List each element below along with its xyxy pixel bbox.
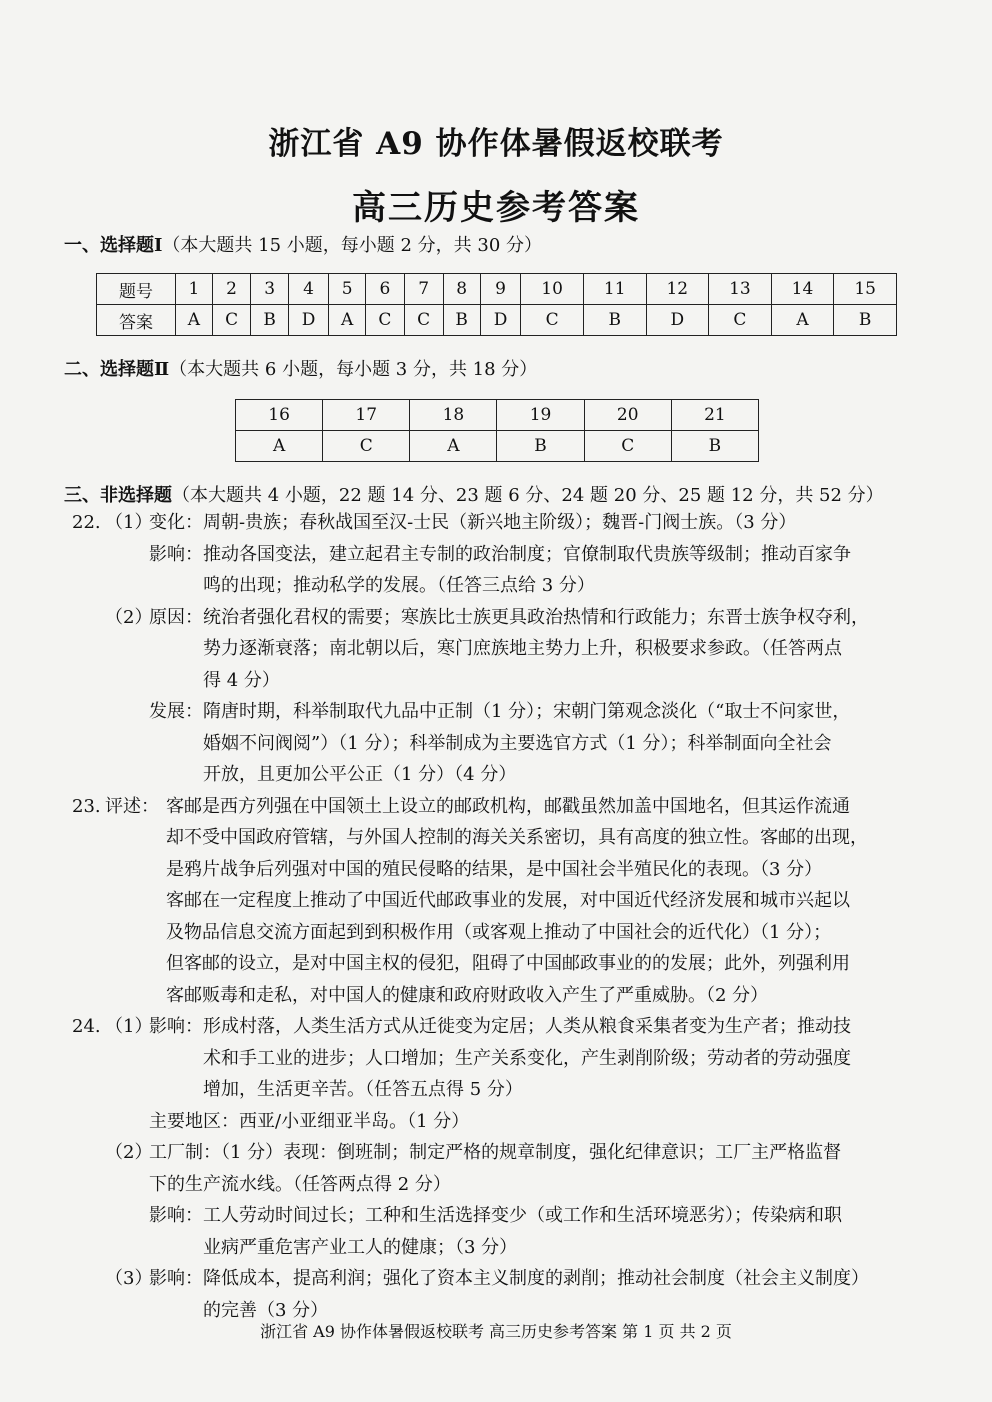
answer-text: 隋唐时期，科举制取代九品中正制（1 分）；宋朝门第观念淡化（“取士不问家世， xyxy=(203,701,851,722)
answers-body xyxy=(72,507,952,1326)
question-number-cell: 15 xyxy=(834,274,897,305)
q24-line xyxy=(72,1106,952,1138)
question-number-cell: 12 xyxy=(646,274,709,305)
page-footer: 浙江省 A9 协作体暑假返校联考 高三历史参考答案 第 1 页 共 2 页 xyxy=(260,1322,732,1341)
section-1-title: 一、选择题Ⅰ xyxy=(64,235,163,256)
question-number-cell: 20 xyxy=(584,400,671,431)
answer-cell: C xyxy=(366,305,405,336)
section-2-note: （本大题共 6 小题，每小题 3 分，共 18 分） xyxy=(169,359,538,380)
section-3-heading xyxy=(64,481,884,507)
answer-cell: A xyxy=(771,305,834,336)
answer-cell: D xyxy=(288,305,328,336)
answer-text: 客邮贩毒和走私，对中国人的健康和政府财政收入产生了严重威胁。（2 分） xyxy=(166,984,769,1006)
answer-text: 开放，且更加公平公正（1 分）（4 分） xyxy=(203,764,517,785)
answer-cell: B xyxy=(583,305,646,336)
section-3-title: 三、非选择题 xyxy=(64,485,172,506)
q23-line xyxy=(72,948,952,980)
question-number-cell: 17 xyxy=(323,400,410,431)
question-number-cell: 18 xyxy=(410,400,497,431)
section-1-answer-table xyxy=(96,273,897,336)
q22-line xyxy=(72,602,952,634)
q22-line xyxy=(72,665,952,697)
question-number-cell: 21 xyxy=(671,400,758,431)
answer-cell: D xyxy=(480,305,520,336)
answer-cell: C xyxy=(404,305,443,336)
q23-line xyxy=(72,822,952,854)
part-tag: （3） xyxy=(105,1268,153,1289)
answer-text: 但客邮的设立，是对中国主权的侵犯，阻碍了中国邮政事业的的发展；此外，列强利用 xyxy=(166,953,850,974)
answer-cell: C xyxy=(521,305,584,336)
answer-text: 周朝-贵族；春秋战国至汉-士民（新兴地主阶级）；魏晋-门阀士族。（3 分） xyxy=(203,512,797,533)
q22-line xyxy=(72,728,952,760)
label-impact: 影响： xyxy=(149,1268,203,1289)
q24-line xyxy=(72,1169,952,1201)
q22-line xyxy=(72,633,952,665)
answer-text: 推动各国变法，建立起君主专制的政治制度；官僚制取代贵族等级制；推动百家争 xyxy=(203,543,851,565)
question-number-cell: 3 xyxy=(251,274,288,305)
part-tag: （1） xyxy=(105,1016,153,1037)
q24-line xyxy=(72,1232,952,1264)
answer-text: 客邮是西方列强在中国领土上设立的邮政机构，邮戳虽然加盖中国地名，但其运作流通 xyxy=(166,795,850,817)
q22-line xyxy=(72,507,952,539)
part-tag: （1） xyxy=(105,512,153,533)
answer-cell: B xyxy=(443,305,480,336)
answer-cell: B xyxy=(834,305,897,336)
exam-title: 浙江省 A9 协作体暑假返校联考 xyxy=(268,126,724,162)
answer-text: 客邮在一定程度上推动了中国近代邮政事业的发展，对中国近代经济发展和城市兴起以 xyxy=(166,890,850,911)
question-number: 22. xyxy=(72,512,101,533)
question-number-cell: 11 xyxy=(583,274,646,305)
q24-line xyxy=(72,1200,952,1232)
section-2-heading xyxy=(64,355,537,381)
answer-cell: C xyxy=(323,431,410,462)
answer-cell: C xyxy=(212,305,251,336)
row-label-answer: 答案 xyxy=(97,305,176,336)
answer-cell: A xyxy=(329,305,366,336)
question-number: 24. xyxy=(72,1016,101,1037)
label-impact: 影响： xyxy=(149,1016,203,1037)
q24-line xyxy=(72,1011,952,1043)
section-1-note: （本大题共 15 小题，每小题 2 分，共 30 分） xyxy=(162,235,543,256)
answer-text: 工厂制：（1 分）表现：倒班制；制定严格的规章制度，强化纪律意识；工厂主严格监督 xyxy=(149,1142,842,1163)
label-impact: 影响： xyxy=(149,1205,203,1226)
table-row-answers xyxy=(97,305,897,336)
question-number-cell: 7 xyxy=(404,274,443,305)
exam-subtitle: 高三历史参考答案 xyxy=(352,188,640,228)
answer-text: 下的生产流水线。（任答两点得 2 分） xyxy=(149,1173,451,1195)
answer-text: 统治者强化君权的需要；寒族比士族更具政治热情和行政能力；东晋士族争权夺利， xyxy=(203,606,869,628)
answer-cell: A xyxy=(410,431,497,462)
q22-line xyxy=(72,696,952,728)
q23-line xyxy=(72,854,952,886)
answer-text: 主要地区：西亚/小亚细亚半岛。（1 分） xyxy=(149,1110,470,1132)
answer-text: 术和手工业的进步；人口增加；生产关系变化，产生剥削阶级；劳动者的劳动强度 xyxy=(203,1047,851,1069)
answer-cell: C xyxy=(584,431,671,462)
answer-cell: B xyxy=(497,431,584,462)
q24-line xyxy=(72,1263,952,1295)
table-row-answers xyxy=(236,431,759,462)
question-number-cell: 8 xyxy=(443,274,480,305)
section-1-heading xyxy=(64,231,542,257)
label-change: 变化： xyxy=(149,512,203,533)
part-tag: （2） xyxy=(105,606,153,628)
row-label-number: 题号 xyxy=(97,274,176,305)
table-row-numbers xyxy=(236,400,759,431)
question-number-cell: 4 xyxy=(288,274,328,305)
answer-cell: C xyxy=(709,305,772,336)
answer-text: 降低成本，提高利润；强化了资本主义制度的剥削；推动社会制度（社会主义制度） xyxy=(203,1268,869,1289)
question-number-cell: 5 xyxy=(329,274,366,305)
label-reason: 原因： xyxy=(149,606,203,628)
answer-cell: A xyxy=(176,305,213,336)
question-number-cell: 2 xyxy=(212,274,251,305)
question-number-cell: 6 xyxy=(366,274,405,305)
part-tag: （2） xyxy=(105,1142,153,1163)
answer-text: 得 4 分） xyxy=(203,669,280,691)
section-2-answer-table xyxy=(235,399,759,462)
answer-text: 婚姻不问阀阅”）（1 分）；科举制成为主要选官方式（1 分）；科举制面向全社会 xyxy=(203,732,832,754)
question-number-cell: 19 xyxy=(497,400,584,431)
answer-text: 增加，生活更辛苦。（任答五点得 5 分） xyxy=(203,1079,523,1100)
label-impact: 影响： xyxy=(149,543,203,565)
q22-line xyxy=(72,759,952,791)
q23-line xyxy=(72,980,952,1012)
answer-cell: B xyxy=(671,431,758,462)
label-comment: 评述： xyxy=(105,795,159,817)
q23-line xyxy=(72,791,952,823)
answer-text: 却不受中国政府管辖，与外国人控制的海关关系密切，具有高度的独立性。客邮的出现， xyxy=(166,827,868,848)
answer-cell: D xyxy=(646,305,709,336)
answer-text: 鸣的出现；推动私学的发展。（任答三点给 3 分） xyxy=(203,575,595,596)
question-number-cell: 9 xyxy=(480,274,520,305)
table-row-numbers xyxy=(97,274,897,305)
question-number-cell: 14 xyxy=(771,274,834,305)
answer-text: 势力逐渐衰落；南北朝以后，寒门庶族地主势力上升，积极要求参政。（任答两点 xyxy=(203,638,842,659)
answer-text: 是鸦片战争后列强对中国的殖民侵略的结果，是中国社会半殖民化的表现。（3 分） xyxy=(166,858,823,880)
question-number-cell: 16 xyxy=(236,400,323,431)
answer-cell: A xyxy=(236,431,323,462)
answer-cell: B xyxy=(251,305,288,336)
q24-line xyxy=(72,1074,952,1106)
q23-line xyxy=(72,917,952,949)
answer-text: 工人劳动时间过长；工种和生活选择变少（或工作和生活环境恶劣）；传染病和职 xyxy=(203,1205,842,1226)
q24-line xyxy=(72,1043,952,1075)
q24-line xyxy=(72,1137,952,1169)
question-number-cell: 13 xyxy=(709,274,772,305)
q22-line xyxy=(72,570,952,602)
answer-text: 及物品信息交流方面起到到积极作用（或客观上推动了中国社会的近代化）（1 分）； xyxy=(166,921,832,943)
answer-text: 形成村落，人类生活方式从迁徙变为定居；人类从粮食采集者变为生产者；推动技 xyxy=(203,1016,851,1037)
answer-text: 的完善（3 分） xyxy=(203,1299,329,1321)
answer-text: 业病严重危害产业工人的健康；（3 分） xyxy=(203,1236,518,1258)
question-number-cell: 1 xyxy=(176,274,213,305)
q23-line xyxy=(72,885,952,917)
q22-line xyxy=(72,539,952,571)
label-development: 发展： xyxy=(149,701,203,722)
section-3-note: （本大题共 4 小题，22 题 14 分、23 题 6 分、24 题 20 分、25 题 12 分，共 52 分） xyxy=(172,485,884,506)
question-number: 23. xyxy=(72,795,101,817)
question-number-cell: 10 xyxy=(521,274,584,305)
section-2-title: 二、选择题Ⅱ xyxy=(64,359,170,380)
